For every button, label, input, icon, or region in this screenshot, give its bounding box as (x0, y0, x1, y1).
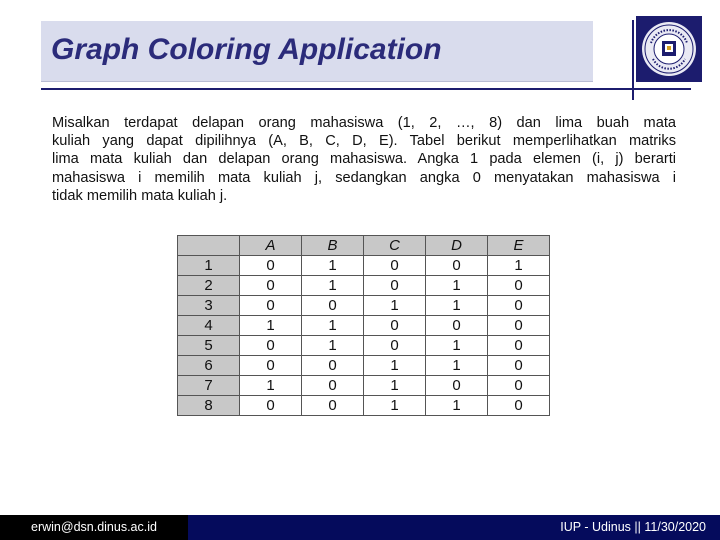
matrix-cell: 1 (426, 276, 488, 296)
matrix-cell: 1 (364, 396, 426, 416)
matrix-cell: 0 (302, 296, 364, 316)
matrix-row-header: 8 (178, 396, 240, 416)
body-line: tidak memilih mata kuliah j. (52, 187, 228, 204)
matrix-cell: 1 (426, 296, 488, 316)
matrix-row-header: 4 (178, 316, 240, 336)
matrix-body (178, 256, 550, 416)
body-paragraph (52, 114, 676, 205)
matrix-cell: 0 (426, 256, 488, 276)
matrix-row-header: 2 (178, 276, 240, 296)
matrix-cell: 1 (488, 256, 550, 276)
footer-info: IUP - Udinus || 11/30/2020 (560, 520, 706, 534)
matrix-row-header: 5 (178, 336, 240, 356)
matrix-cell: 1 (302, 336, 364, 356)
matrix-cell: 0 (364, 336, 426, 356)
footer-bar (0, 515, 720, 540)
matrix-cell: 0 (364, 276, 426, 296)
matrix-column-header: C (364, 236, 426, 256)
matrix-column-header: A (240, 236, 302, 256)
matrix-cell: 0 (302, 396, 364, 416)
matrix-cell: 0 (488, 316, 550, 336)
matrix-cell: 0 (488, 356, 550, 376)
matrix-cell: 0 (488, 296, 550, 316)
matrix-cell: 0 (240, 336, 302, 356)
matrix-cell: 0 (488, 276, 550, 296)
university-logo (636, 16, 702, 82)
matrix-row-header: 6 (178, 356, 240, 376)
slide-title-box (41, 21, 593, 82)
matrix-row (178, 376, 550, 396)
matrix-header-row (178, 236, 550, 256)
matrix-cell: 0 (240, 356, 302, 376)
matrix-cell: 1 (302, 256, 364, 276)
selection-matrix (177, 235, 550, 416)
matrix-cell: 1 (426, 336, 488, 356)
matrix-cell: 0 (426, 376, 488, 396)
matrix-cell: 0 (364, 316, 426, 336)
matrix-cell: 1 (302, 316, 364, 336)
matrix-cell: 1 (364, 356, 426, 376)
header-rule-vertical (632, 20, 634, 100)
header-rule-horizontal (41, 88, 691, 90)
body-line: kuliah yang dapat dipilihnya (A, B, C, D, E). Tabel berikut memperlihatkan matriks (52, 133, 676, 150)
university-seal-icon (641, 21, 697, 77)
matrix-corner (178, 236, 240, 256)
matrix-row-header: 3 (178, 296, 240, 316)
matrix-cell: 0 (364, 256, 426, 276)
matrix-row (178, 396, 550, 416)
matrix-cell: 1 (240, 316, 302, 336)
matrix-cell: 1 (364, 376, 426, 396)
matrix-row-header: 1 (178, 256, 240, 276)
matrix-cell: 1 (302, 276, 364, 296)
matrix-row (178, 276, 550, 296)
matrix-column-header: B (302, 236, 364, 256)
matrix-row (178, 256, 550, 276)
matrix-row-header: 7 (178, 376, 240, 396)
matrix-cell: 0 (426, 316, 488, 336)
matrix-cell: 0 (240, 396, 302, 416)
footer-email: erwin@dsn.dinus.ac.id (0, 515, 188, 540)
matrix-cell: 1 (240, 376, 302, 396)
matrix-row (178, 296, 550, 316)
slide-title: Graph Coloring Application (51, 33, 442, 66)
matrix-cell: 0 (488, 376, 550, 396)
matrix-cell: 0 (302, 356, 364, 376)
matrix-row (178, 336, 550, 356)
matrix-column-header: D (426, 236, 488, 256)
matrix-cell: 0 (240, 296, 302, 316)
body-line: lima mata kuliah dan delapan orang mahasiswa. Angka 1 pada elemen (i, j) berarti (52, 151, 676, 168)
matrix-cell: 0 (240, 256, 302, 276)
matrix-cell: 0 (302, 376, 364, 396)
matrix-column-header: E (488, 236, 550, 256)
matrix-cell: 1 (364, 296, 426, 316)
matrix-row (178, 316, 550, 336)
matrix-cell: 0 (488, 396, 550, 416)
matrix-row (178, 356, 550, 376)
matrix-cell: 1 (426, 356, 488, 376)
matrix-cell: 0 (488, 336, 550, 356)
body-line: mahasiswa i memilih mata kuliah j, sedangkan angka 0 menyatakan mahasiswa i (52, 169, 676, 186)
matrix-cell: 1 (426, 396, 488, 416)
matrix-cell: 0 (240, 276, 302, 296)
body-line: Misalkan terdapat delapan orang mahasiswa (1, 2, …, 8) dan lima buah mata (52, 115, 676, 131)
